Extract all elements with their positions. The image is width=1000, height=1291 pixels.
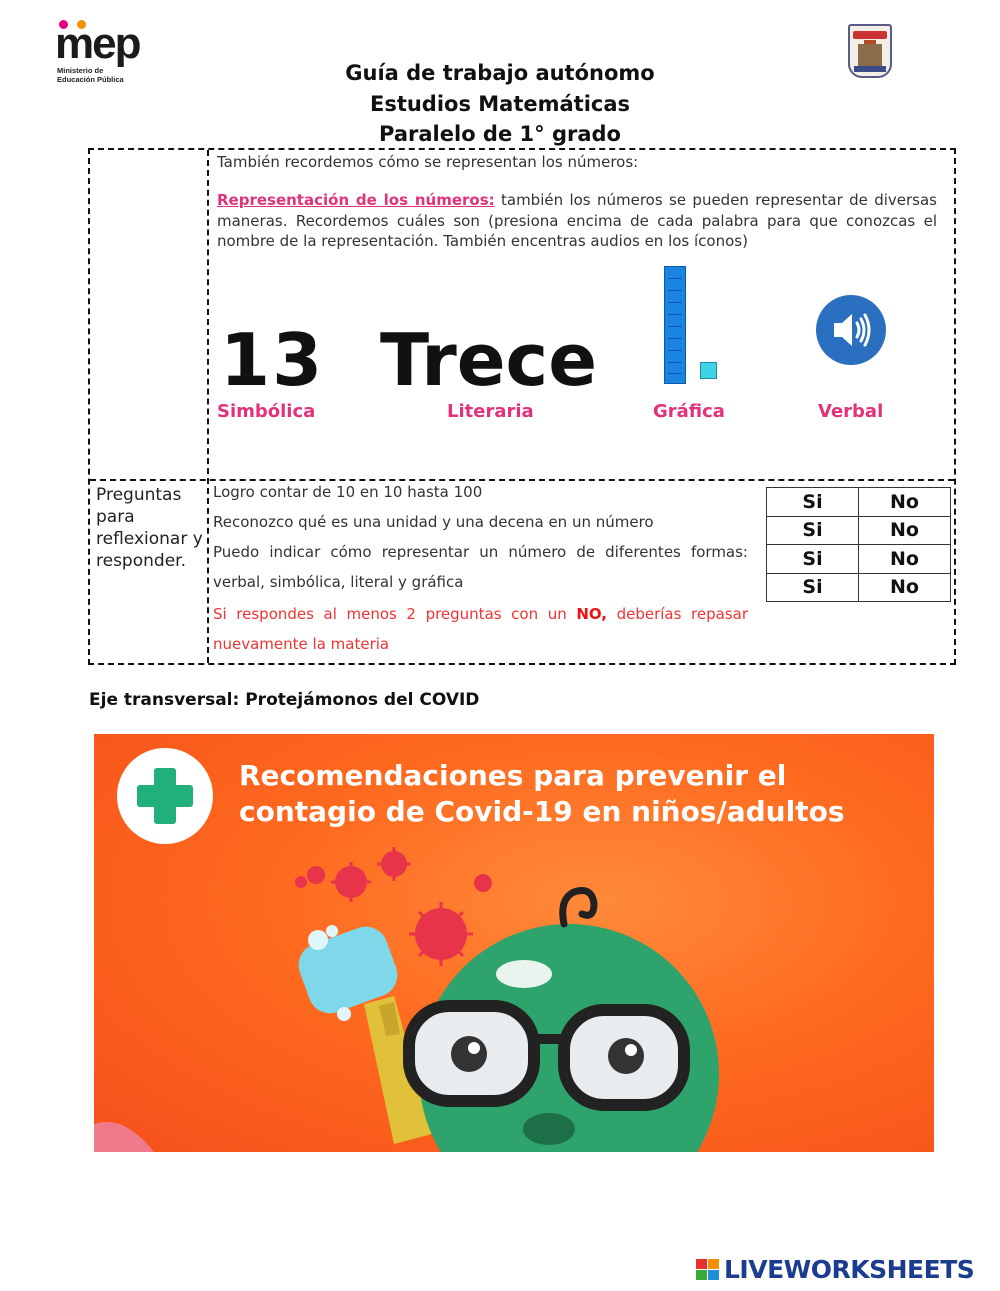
covid-recommendations-banner	[94, 734, 934, 1152]
answer-yes-1[interactable]: Si	[767, 488, 859, 517]
banner-title: Recomendaciones para prevenir el contagio de Covid-19 en niños/adultos	[239, 759, 845, 828]
answer-row	[767, 516, 951, 545]
answer-row	[767, 573, 951, 602]
title-line-2: Estudios Matemáticas	[369, 91, 631, 116]
liveworksheets-wordmark: LIVEWORKSHEETS	[724, 1255, 975, 1284]
mep-logo-subtitle: Ministerio de Educación Pública	[57, 66, 124, 84]
representation-paragraph	[217, 190, 937, 252]
table-row-divider	[90, 479, 954, 481]
answer-no-3[interactable]: No	[859, 545, 951, 574]
question-2: Reconozco qué es una unidad y una decena en un número	[213, 513, 654, 531]
speaker-audio-icon[interactable]	[816, 295, 886, 365]
question-1: Logro contar de 10 en 10 hasta 100	[213, 483, 483, 501]
answer-no-2[interactable]: No	[859, 516, 951, 545]
representation-intro: También recordemos cómo se representan los números:	[217, 153, 639, 171]
medical-plus-icon	[117, 748, 213, 844]
reflection-label: Preguntas para reflexionar y responder.	[96, 485, 203, 571]
warning-line-1: Si respondes al menos 2 preguntas con un NO, deberías repasar	[213, 605, 748, 623]
label-literary[interactable]: Literaria	[447, 401, 534, 422]
answer-row	[767, 488, 951, 517]
title-line-3: Paralelo de 1° grado	[379, 122, 621, 146]
question-3: Puedo indicar cómo representar un número de diferentes formas:	[213, 543, 748, 561]
symbolic-number[interactable]: 13	[220, 318, 325, 402]
eje-transversal-heading: Eje transversal: Protejámonos del COVID	[89, 690, 480, 710]
title-line-1: Guía de trabajo autónomo	[345, 61, 655, 85]
warning-line-2: nuevamente la materia	[213, 635, 390, 653]
answer-row	[767, 545, 951, 574]
unit-cube-icon[interactable]	[700, 362, 717, 379]
answer-no-1[interactable]: No	[859, 488, 951, 517]
answer-yes-2[interactable]: Si	[767, 516, 859, 545]
representation-label: Representación de los números:	[217, 191, 495, 209]
label-symbolic[interactable]: Simbólica	[217, 401, 316, 422]
label-graphic[interactable]: Gráfica	[653, 401, 725, 422]
answer-yes-3[interactable]: Si	[767, 545, 859, 574]
table-column-divider	[207, 150, 209, 663]
literary-number[interactable]: Trece	[380, 318, 598, 402]
document-title	[0, 58, 1000, 150]
ten-rod-block-icon[interactable]	[664, 266, 686, 384]
label-verbal[interactable]: Verbal	[818, 401, 884, 422]
liveworksheets-logo-icon	[696, 1259, 720, 1281]
answer-no-4[interactable]: No	[859, 573, 951, 602]
question-3-continued: verbal, simbólica, literal y gráfica	[213, 573, 464, 591]
mep-logo-word: mep	[55, 19, 140, 68]
yes-no-answer-table	[766, 487, 951, 602]
representation-text: también los números se pueden representar de diversas maneras. Recordemos cuáles son (presiona encima de cada palabra para que conozcas el nombre de la representación. También encentras audios en los íconos)	[217, 191, 937, 250]
answer-yes-4[interactable]: Si	[767, 573, 859, 602]
worksheet-table	[88, 148, 956, 665]
